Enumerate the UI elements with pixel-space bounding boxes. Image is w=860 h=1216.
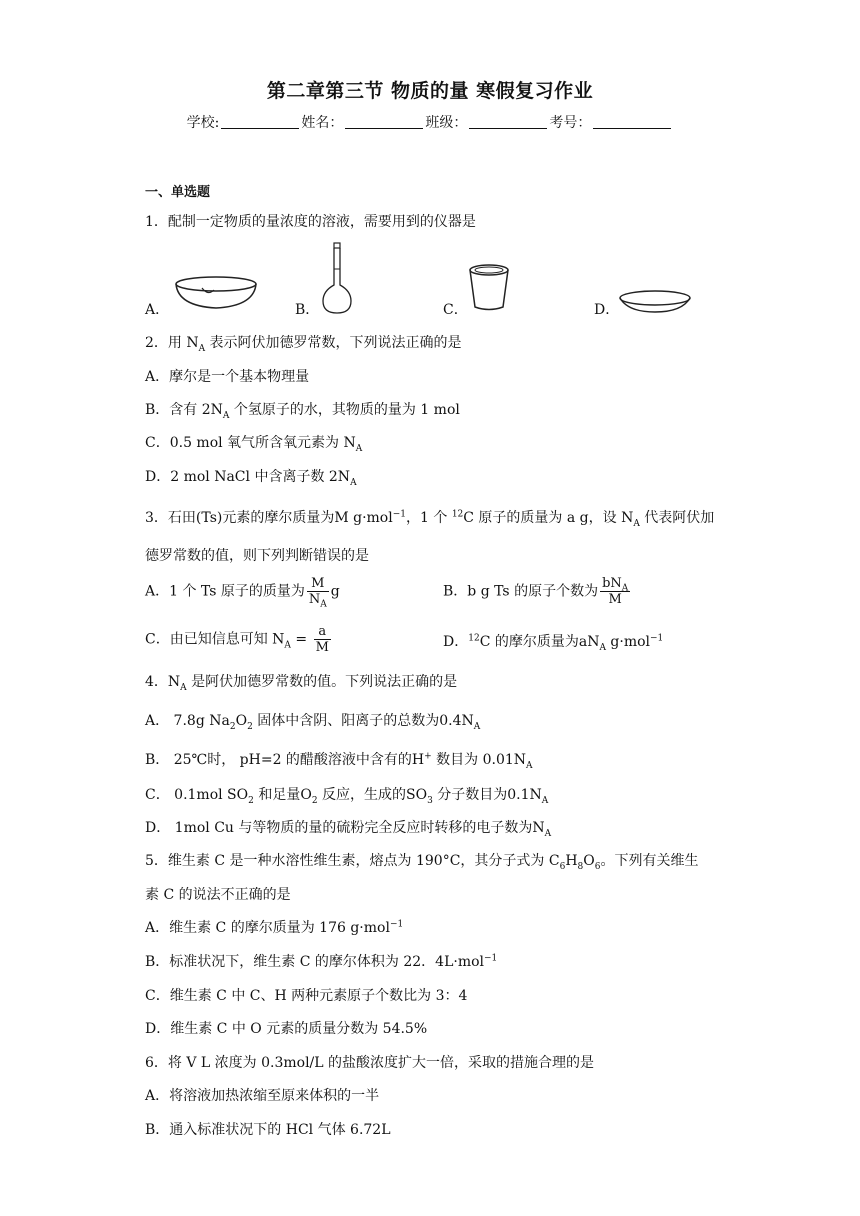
q6-option-a: A．将溶液加热浓缩至原来体积的一半 [145,1088,380,1104]
q4-option-d: D． 1mol Cu 与等物质的量的硫粉完全反应时转移的电子数为$N_A$ [145,820,552,839]
q3-option-b: B．b g Ts 的原子个数为 $\frac{bN_A}{M}$ [443,576,629,607]
q5-option-c: C．维生素 C 中 C、H 两种元素原子个数比为 3：4 [145,988,468,1004]
q2-option-c: C．0.5 mol 氧气所含氧元素为 $N_A$ [145,435,363,454]
q3-option-d: D．$^{12}$C 的摩尔质量为$aN_A$ g·mol$^{-1}$ [443,633,664,653]
name-blank[interactable] [345,114,423,129]
question-2-stem: 2．用 $N_A$ 表示阿伏加德罗常数，下列说法正确的是 [145,335,462,354]
q3-option-a: A．1 个 Ts 原子的质量为 $\frac{M}{N_A}$ g [145,576,340,610]
question-5-stem-line1: 5．维生素 C 是一种水溶性维生素，熔点为 190°C，其分子式为 $C_6H_8O_6$。下列有关维生 [145,853,699,872]
q2-option-a: A．摩尔是一个基本物理量 [145,369,310,385]
question-6-stem: 6．将 V L 浓度为 0.3mol/L 的盐酸浓度扩大一倍，采取的措施合理的是 [145,1055,595,1071]
q2-option-b: B．含有 $2N_A$ 个氢原子的水，其物质的量为 1 mol [145,402,460,421]
evaporating-dish-icon [172,274,260,314]
q1-option-b-label: B． [295,302,320,318]
q3-option-c: C．由已知信息可知 $N_A$ = $\frac{a}{M}$ [145,624,329,655]
q6-option-b: B．通入标准状况下的 HCl 气体 6.72L [145,1122,391,1138]
watch-glass-icon [618,288,692,314]
student-info-line [0,112,860,132]
question-1-stem: 1．配制一定物质的量浓度的溶液，需要用到的仪器是 [145,214,476,230]
q4-option-a: A． 7.8g $Na_2O_2$ 固体中含阴、阳离子的总数为$0.4N_A$ [145,713,481,732]
question-3-stem-line2: 德罗常数的值，则下列判断错误的是 [145,548,369,564]
q4-option-c: C． 0.1mol $SO_2$ 和足量$O_2$ 反应，生成的$SO_3$ 分子数目为$0.1N_A$ [145,787,549,806]
q2-option-d: D．2 mol NaCl 中含离子数 $2N_A$ [145,469,357,488]
exam-no-blank[interactable] [593,114,671,129]
question-4-stem: 4．$N_A$ 是阿伏加德罗常数的值。下列说法正确的是 [145,674,458,693]
exam-no-label: 考号： [549,115,592,131]
crucible-icon [466,263,512,313]
q1-option-c-label: C． [443,302,468,318]
school-label: 学校: [186,115,220,131]
class-label: 班级： [425,115,468,131]
volumetric-flask-icon [320,241,354,315]
q5-option-a: A．维生素 C 的摩尔质量为 176 g·mol$^{-1}$ [145,919,404,936]
name-label: 姓名： [301,115,344,131]
section-heading: 一、单选题 [145,185,211,200]
class-blank[interactable] [469,114,547,129]
q5-option-d: D．维生素 C 中 O 元素的质量分数为 54.5% [145,1021,428,1037]
page-title: 第二章第三节 物质的量 寒假复习作业 [266,80,594,102]
question-3-stem-line1: 3．石田(Ts)元素的摩尔质量为M g·mol$^{-1}$，1 个 $^{12}$C 原子的质量为 a g，设 $N_A$ 代表阿伏加 [145,509,715,529]
school-blank[interactable] [221,114,299,129]
q5-option-b: B．标准状况下，维生素 C 的摩尔体积为 22．4L·mol$^{-1}$ [145,953,498,970]
question-5-stem-line2: 素 C 的说法不正确的是 [145,887,291,903]
q1-option-d-label: D． [594,302,620,318]
q4-option-b: B． 25℃时， pH=2 的醋酸溶液中含有的H+ 数目为 $0.01N_A$ [145,751,533,771]
q1-option-a-label: A． [145,302,170,318]
